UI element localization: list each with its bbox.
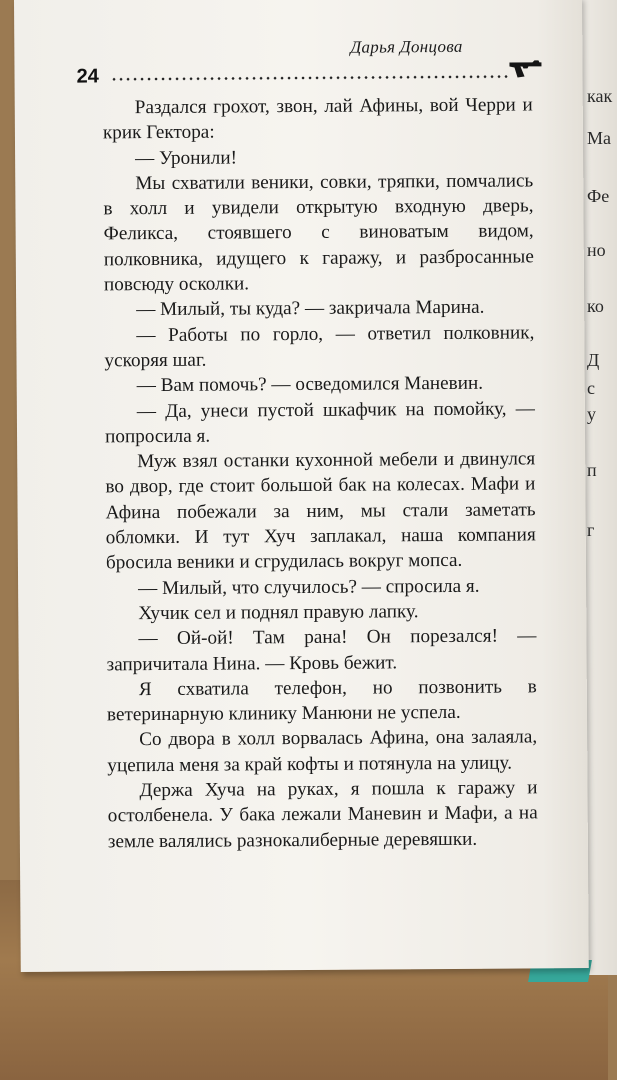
edge-fragment: ко (587, 296, 604, 316)
paragraph: — Милый, ты куда? — закричала Марина. (136, 297, 485, 321)
page-number: 24 (76, 65, 99, 88)
edge-fragment: п (587, 460, 597, 480)
page-body-text (103, 92, 538, 854)
edge-fragment: Ма (587, 128, 611, 148)
edge-fragment: Д (587, 350, 600, 370)
paragraph: — Милый, что случилось? — спросила я. (138, 575, 480, 599)
paragraph: Мы схватили веники, совки, тряпки, помчались в холл и увидели открытую входную дверь, Феликса, стоявшего с виноватым видом, полковника, идущего к гаражу, и разбросанные повсюду осколки. (103, 170, 534, 296)
edge-fragment: но (587, 240, 606, 260)
edge-fragment: у (587, 404, 596, 424)
running-header-author: Дарья Донцова (350, 36, 463, 57)
edge-fragment: Фе (587, 186, 610, 206)
paragraph: Хучик сел и поднял правую лапку. (138, 601, 419, 625)
paragraph: — Ой-ой! Там рана! Он порезался! — запричитала Нина. — Кровь бежит. (106, 625, 537, 675)
paragraph: Со двора в холл ворвалась Афина, она залаяла, уцепила меня за край кофты и потянула на улицу. (107, 726, 538, 777)
paragraph: — Уронили! (135, 147, 238, 169)
paragraph: Раздался грохот, звон, лай Афины, вой Черри и крик Гектора: (102, 94, 533, 144)
header-dotted-rule (111, 75, 511, 82)
book-page (14, 0, 589, 972)
paragraph: Муж взял останки кухонной мебели и двинулся во двор, где стоит большой бак на колесах. Мафи и Афина побежали за ним, мы стали заметать обломки. И тут Хуч заплакал, наша компания бросила веники и сгрудилась вокруг мопса. (105, 448, 536, 574)
paragraph: — Работы по горло, — ответил полковник, ускоряя шаг. (104, 322, 535, 372)
paragraph: — Вам помочь? — осведомился Маневин. (136, 373, 484, 397)
paragraph: Я схватила телефон, но позвонить в ветеринарную клинику Манюни не успела. (106, 676, 537, 726)
edge-fragment: как (587, 86, 613, 106)
edge-fragment: с (587, 378, 595, 398)
edge-fragment: г (587, 520, 595, 540)
paragraph: Держа Хуча на руках, я пошла к гаражу и остолбенела. У бака лежали Маневин и Мафи, а на земле валялись разнокалиберные деревяшки. (107, 777, 538, 852)
pistol-icon (508, 56, 542, 78)
paragraph: — Да, унеси пустой шкафчик на помойку, — попросила я. (104, 397, 535, 448)
